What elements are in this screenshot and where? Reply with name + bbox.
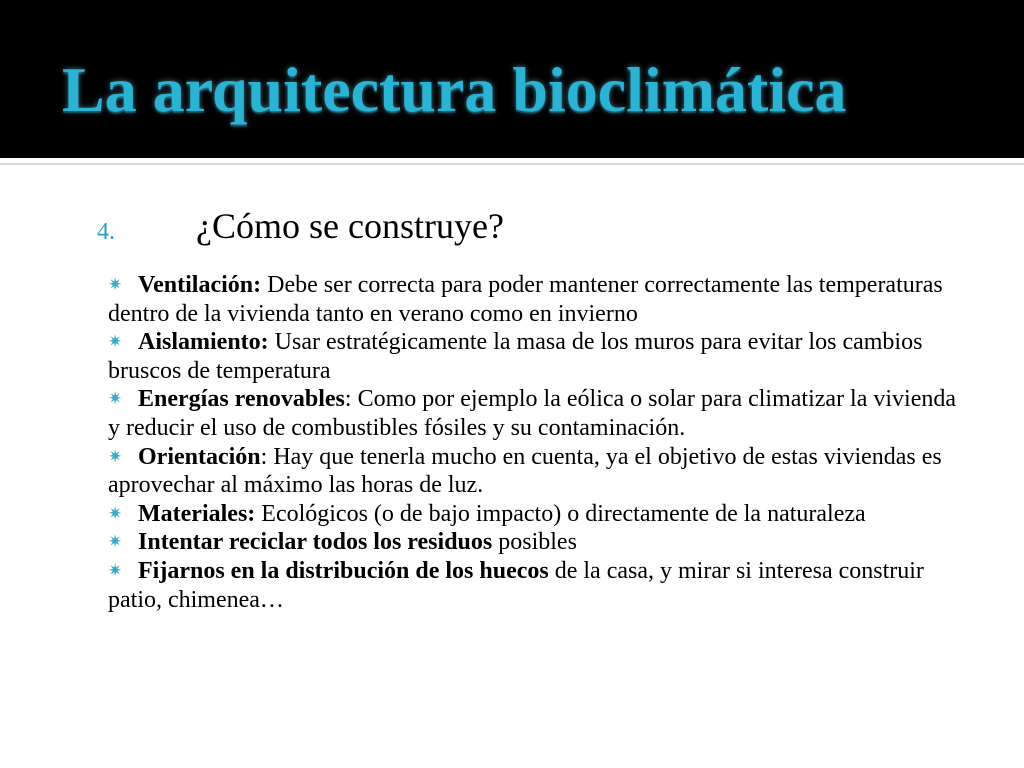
- item-text: : Hay que tenerla mucho en cuenta, ya el objetivo de estas viviendas es aprovechar al máximo las horas de luz.: [108, 443, 942, 499]
- title-bar: [0, 0, 1024, 158]
- list-item-aislamiento: [108, 328, 958, 385]
- list-item-orientacion: [108, 443, 958, 500]
- list-item-ventilacion: [108, 271, 958, 328]
- section-number: 4.: [97, 219, 115, 245]
- star-bullet-icon: ✷: [108, 275, 123, 294]
- star-bullet-icon: ✷: [108, 332, 123, 352]
- item-text: Ecológicos (o de bajo impacto) o directamente de la naturaleza: [255, 500, 866, 527]
- item-text: de la casa, y mirar si interesa construir patio, chimenea…: [108, 557, 924, 613]
- item-text: : Como por ejemplo la eólica o solar para climatizar la vivienda y reducir el uso de combustibles fósiles y su contaminación.: [108, 386, 957, 441]
- section-heading: ¿Cómo se construye?: [196, 206, 504, 246]
- item-label: Energías renovables: [138, 386, 345, 413]
- list-item-materiales: [108, 500, 958, 529]
- list-item-huecos: [108, 557, 958, 614]
- list-item-reciclar: [108, 528, 958, 557]
- star-bullet-icon: ✷: [108, 560, 123, 580]
- star-bullet-icon: ✷: [108, 389, 123, 409]
- bullet-list: [108, 271, 958, 614]
- title-divider: [0, 163, 1024, 165]
- item-label: Materiales:: [138, 500, 256, 527]
- item-text: Debe ser correcta para poder mantener correctamente las temperaturas dentro de la vivienda tanto en verano como en invierno: [108, 272, 943, 327]
- item-label: Aislamiento:: [138, 329, 269, 356]
- item-text: posibles: [492, 529, 577, 556]
- star-bullet-icon: ✷: [108, 503, 123, 523]
- list-item-energias: [108, 385, 958, 442]
- item-text: Usar estratégicamente la masa de los muros para evitar los cambios bruscos de temperatura: [108, 329, 923, 384]
- item-label: Orientación: [138, 443, 261, 470]
- star-bullet-icon: ✷: [108, 532, 123, 552]
- item-label: Fijarnos en la distribución de los huecos: [138, 557, 549, 584]
- item-label: Intentar reciclar todos los residuos: [138, 529, 493, 556]
- item-label: Ventilación:: [138, 272, 262, 298]
- star-bullet-icon: ✷: [108, 446, 123, 466]
- slide-title: La arquitectura bioclimática: [62, 54, 847, 125]
